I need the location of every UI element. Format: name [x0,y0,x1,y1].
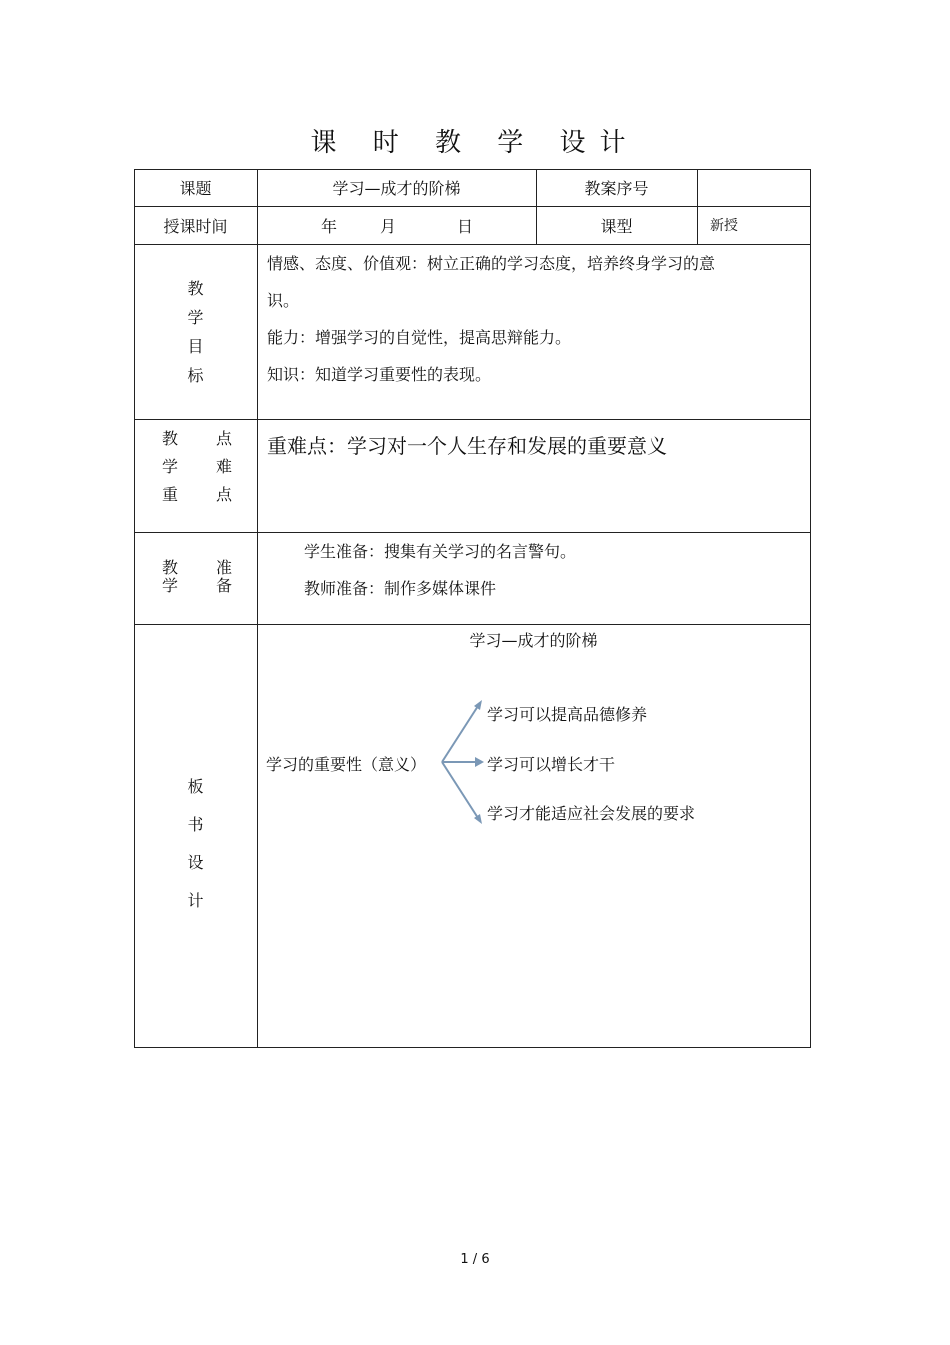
student-prep: 学生准备：搜集有关学习的名言警句。 [304,542,577,561]
preparation-text [304,533,576,607]
type-value: 新授 [710,218,738,234]
lesson-table [134,169,811,1048]
table-line [810,169,811,1048]
table-line [134,419,811,420]
board-label: 板 书 设 计 [187,777,204,910]
board-branch: 学习可以提高品德修养 [487,705,648,724]
page-title: 课 时 教 学 设计 [310,128,640,158]
arrow-head-down [474,814,482,824]
keypoints-text: 重难点：学习对一个人生存和发展的重要意义 [267,434,667,458]
objectives-label: 教 学 目 标 [187,279,204,385]
year-label: 年 [321,217,338,236]
teacher-prep: 教师准备：制作多媒体课件 [304,579,497,598]
time-label: 授课时间 [163,217,228,236]
day-label: 日 [457,217,474,236]
arrow-head-mid [475,757,484,767]
table-line [257,169,258,1048]
type-label: 课型 [600,217,633,236]
table-line [134,169,811,170]
keypoints-label: 教 点 学 难 重 点 [162,429,232,504]
table-line [134,206,811,207]
topic-value: 学习—成才的阶梯 [332,179,461,198]
month-label: 月 [380,217,397,236]
table-line [134,1047,811,1048]
arrow-down [442,762,478,818]
arrow-up [442,706,478,762]
sequence-label: 教案序号 [584,179,649,198]
arrow-head-up [474,700,482,710]
page-number: 1 / 6 [460,1252,490,1267]
branch-arrows [434,694,494,824]
board-heading: 学习—成才的阶梯 [469,631,598,650]
preparation-label: 教 准 学 备 [162,558,232,595]
table-line [697,169,698,245]
table-line [134,624,811,625]
board-branch: 学习才能适应社会发展的要求 [487,804,696,823]
topic-label: 课题 [179,179,212,198]
board-root: 学习的重要性（意义） [266,755,427,774]
board-branch: 学习可以增长才干 [487,755,616,774]
objectives-text: 情感、态度、价值观：树立正确的学习态度，培养终身学习的意 识。 能力：增强学习的自觉性，提高思辩能力。 知识：知道学习重要性的表现。 [267,254,716,384]
